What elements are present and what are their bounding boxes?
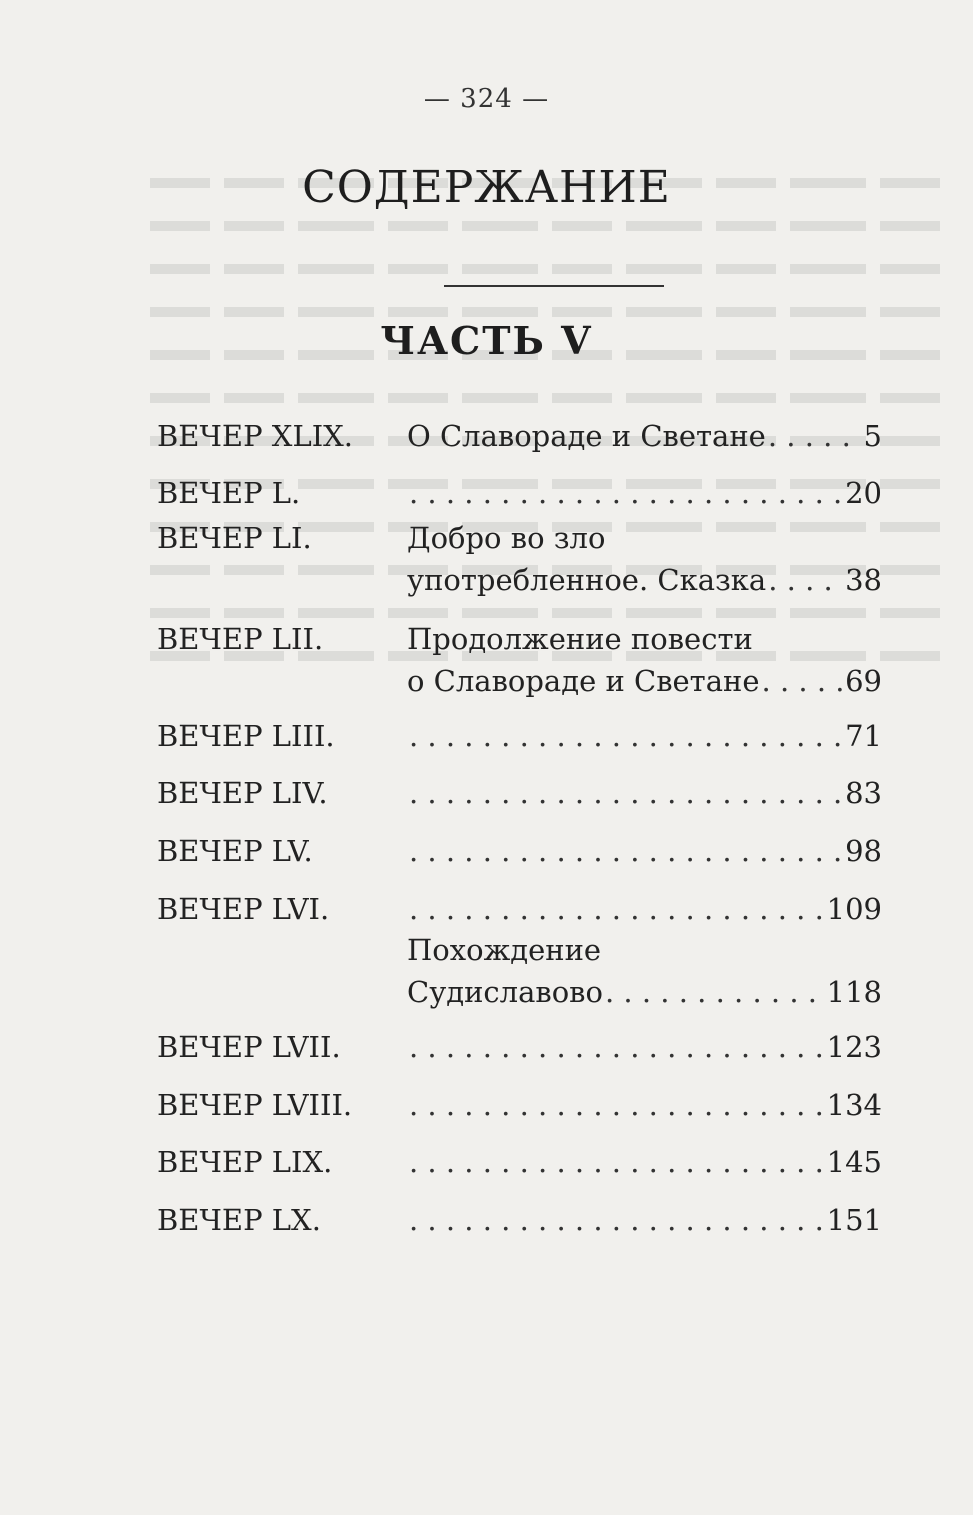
toc-entry-label: ВЕЧЕР LIV. <box>157 776 328 810</box>
toc-entry-page: 98 <box>845 834 882 868</box>
toc-entry-page: 83 <box>845 776 882 810</box>
toc-entry-label: ВЕЧЕР LII. <box>157 622 324 656</box>
toc-entry-title: Продолжение повести <box>407 622 753 656</box>
page-title: СОДЕРЖАНИЕ <box>302 162 671 213</box>
toc-entry-label: ВЕЧЕР LI. <box>157 521 312 555</box>
toc-entry-page: 109 <box>826 892 882 926</box>
toc-entry-label: ВЕЧЕР LX. <box>157 1203 321 1237</box>
toc-entry-page: 38 <box>845 563 882 597</box>
toc-entry-page: 134 <box>826 1088 882 1122</box>
toc-entry-label: ВЕЧЕР XLIX. <box>157 419 354 453</box>
toc-entry-label: ВЕЧЕР LIX. <box>157 1145 333 1179</box>
title-divider <box>444 285 664 287</box>
toc-entry-page: 5 <box>863 419 882 453</box>
toc-entry-page: 145 <box>826 1145 882 1179</box>
toc-entry-title: О Славораде и Светане <box>407 419 766 453</box>
page-number: — 324 — <box>423 84 550 114</box>
toc-entry-label: ВЕЧЕР LV. <box>157 834 313 868</box>
toc-entry-label: ВЕЧЕР LVI. <box>157 892 330 926</box>
toc-entry-title: Добро во зло <box>407 521 606 555</box>
toc-entry-page: 151 <box>826 1203 882 1237</box>
toc-entry-label: ВЕЧЕР LVII. <box>157 1030 341 1064</box>
toc-entry-page: 71 <box>845 719 882 753</box>
toc-entry-label: ВЕЧЕР LIII. <box>157 719 335 753</box>
toc-entry-label: ВЕЧЕР L. <box>157 476 301 510</box>
part-heading: ЧАСТЬ V <box>380 318 593 363</box>
toc-entry-page: 20 <box>845 476 882 510</box>
toc-entry-page: 69 <box>845 664 882 698</box>
toc-entry-title: употребленное. Сказка <box>407 563 767 597</box>
toc-entry-page: 118 <box>826 975 882 1009</box>
toc-entry-title: Судиславово <box>407 975 603 1009</box>
toc-entry-page: 123 <box>826 1030 882 1064</box>
toc-entry-label: ВЕЧЕР LVIII. <box>157 1088 353 1122</box>
toc-entry-title: Похождение <box>407 933 602 967</box>
toc-entry-title: о Славораде и Светане <box>407 664 760 698</box>
